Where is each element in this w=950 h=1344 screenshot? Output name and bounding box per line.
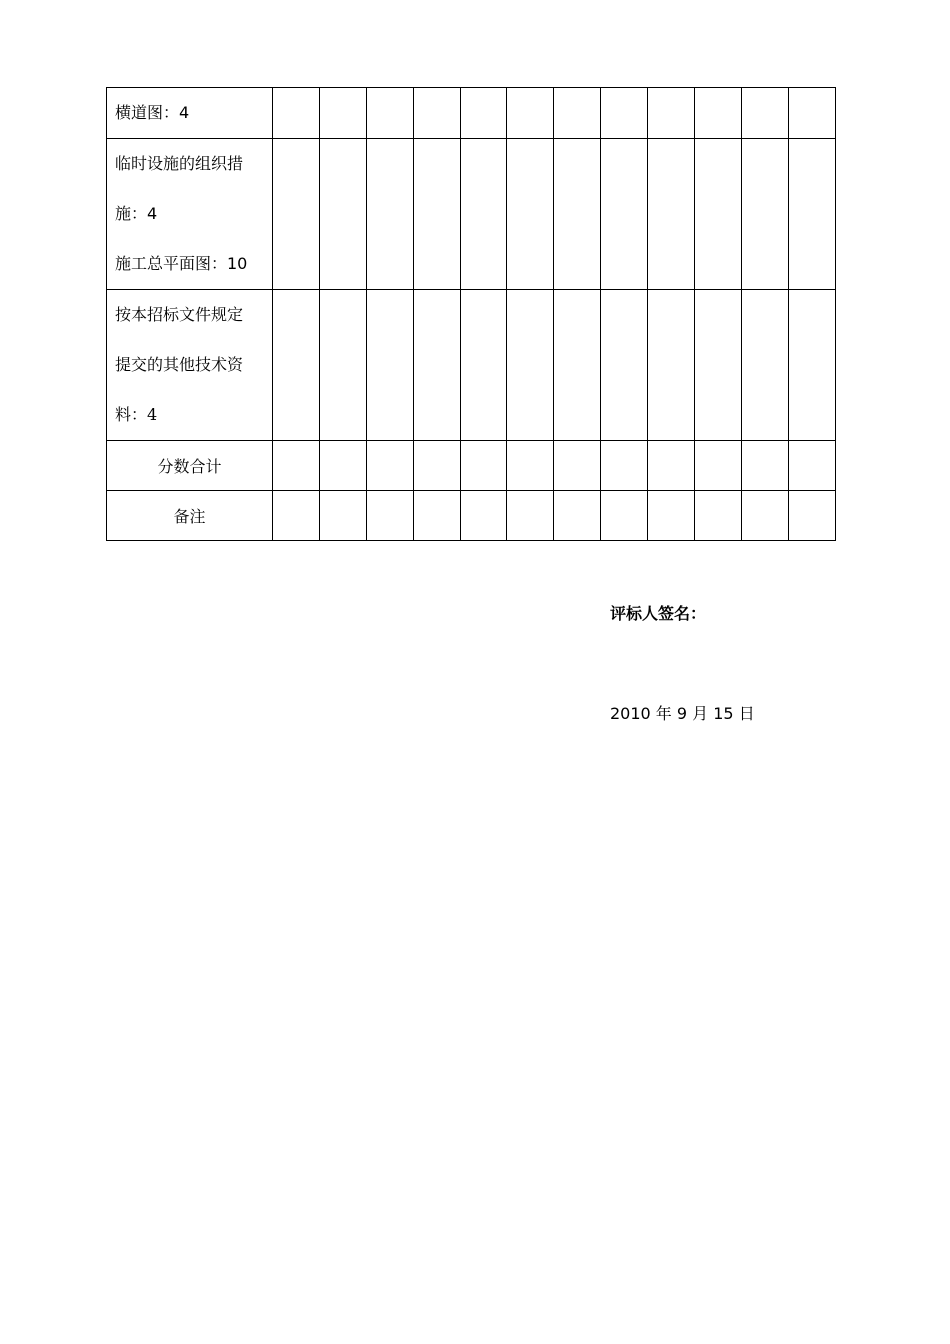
score-cell[interactable]	[319, 491, 366, 541]
table-row	[107, 441, 836, 491]
evaluator-signature-label: 评标人签名：	[610, 604, 707, 623]
score-cell[interactable]	[319, 139, 366, 290]
score-cell[interactable]	[507, 88, 554, 139]
score-cell[interactable]	[319, 88, 366, 139]
score-cell[interactable]	[788, 441, 835, 491]
score-cell[interactable]	[413, 88, 460, 139]
score-cell[interactable]	[366, 139, 413, 290]
score-cell[interactable]	[413, 290, 460, 441]
score-cell[interactable]	[554, 88, 601, 139]
score-cell[interactable]	[319, 290, 366, 441]
score-cell[interactable]	[460, 88, 507, 139]
score-cell[interactable]	[788, 491, 835, 541]
score-cell[interactable]	[366, 88, 413, 139]
score-cell[interactable]	[695, 88, 742, 139]
total-score-label: 分数合计	[107, 441, 273, 491]
score-cell[interactable]	[460, 491, 507, 541]
score-cell[interactable]	[695, 441, 742, 491]
score-cell[interactable]	[741, 441, 788, 491]
score-cell[interactable]	[366, 491, 413, 541]
score-cell[interactable]	[507, 139, 554, 290]
score-cell[interactable]	[648, 491, 695, 541]
row-label: 临时设施的组织措 施：4 施工总平面图：10	[107, 139, 273, 290]
score-cell[interactable]	[741, 290, 788, 441]
score-cell[interactable]	[601, 139, 648, 290]
score-cell[interactable]	[741, 491, 788, 541]
score-cell[interactable]	[601, 290, 648, 441]
row-label: 横道图：4	[107, 88, 273, 139]
score-cell[interactable]	[319, 441, 366, 491]
remarks-label: 备注	[107, 491, 273, 541]
score-cell[interactable]	[648, 441, 695, 491]
row-label: 按本招标文件规定 提交的其他技术资 料：4	[107, 290, 273, 441]
score-cell[interactable]	[413, 491, 460, 541]
score-cell[interactable]	[741, 139, 788, 290]
score-cell[interactable]	[648, 139, 695, 290]
score-cell[interactable]	[413, 441, 460, 491]
score-cell[interactable]	[788, 88, 835, 139]
score-cell[interactable]	[741, 88, 788, 139]
score-cell[interactable]	[554, 139, 601, 290]
score-cell[interactable]	[273, 88, 320, 139]
score-cell[interactable]	[413, 139, 460, 290]
score-cell[interactable]	[366, 441, 413, 491]
score-cell[interactable]	[554, 290, 601, 441]
date-text: 2010 年 9 月 15 日	[610, 704, 755, 723]
score-cell[interactable]	[601, 441, 648, 491]
score-cell[interactable]	[460, 290, 507, 441]
score-cell[interactable]	[460, 139, 507, 290]
table-row	[107, 290, 836, 441]
score-cell[interactable]	[507, 491, 554, 541]
score-cell[interactable]	[273, 139, 320, 290]
score-cell[interactable]	[648, 290, 695, 441]
score-cell[interactable]	[788, 139, 835, 290]
score-cell[interactable]	[601, 491, 648, 541]
score-cell[interactable]	[366, 290, 413, 441]
score-cell[interactable]	[507, 441, 554, 491]
score-cell[interactable]	[695, 139, 742, 290]
score-cell[interactable]	[273, 290, 320, 441]
score-table	[106, 87, 836, 541]
score-cell[interactable]	[648, 88, 695, 139]
table-row	[107, 88, 836, 139]
score-cell[interactable]	[273, 441, 320, 491]
score-cell[interactable]	[554, 441, 601, 491]
score-cell[interactable]	[695, 491, 742, 541]
table-row	[107, 491, 836, 541]
score-cell[interactable]	[460, 441, 507, 491]
table-row	[107, 139, 836, 290]
score-cell[interactable]	[507, 290, 554, 441]
score-cell[interactable]	[554, 491, 601, 541]
score-cell[interactable]	[601, 88, 648, 139]
score-cell[interactable]	[788, 290, 835, 441]
score-cell[interactable]	[695, 290, 742, 441]
score-cell[interactable]	[273, 491, 320, 541]
